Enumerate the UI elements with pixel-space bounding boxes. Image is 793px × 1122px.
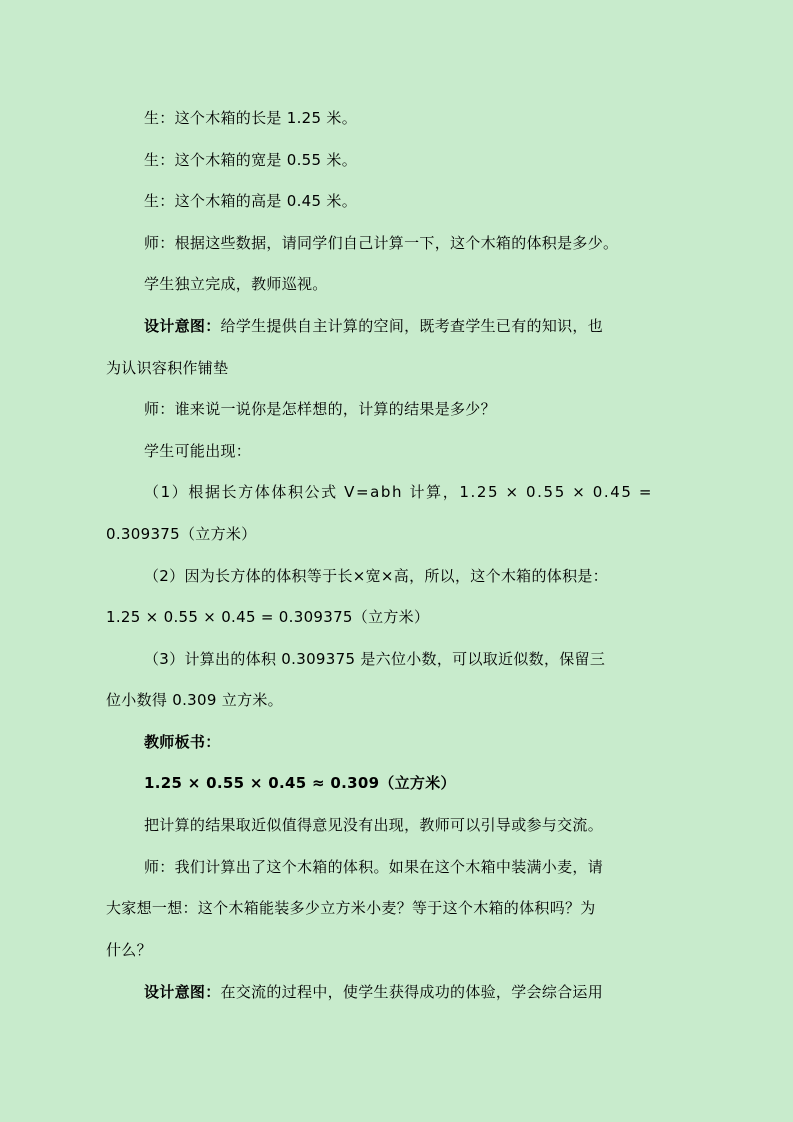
design-intent-text: 在交流的过程中，使学生获得成功的体验，学会综合运用	[220, 983, 604, 1001]
paragraph-design-intent-2	[144, 982, 696, 1002]
paragraph-teacher-question: 师：谁来说一说你是怎样想的，计算的结果是多少？	[144, 400, 496, 418]
design-intent-label: 设计意图：	[144, 983, 221, 1001]
design-intent-label: 设计意图：	[144, 317, 221, 335]
paragraph-student-width: 生：这个木箱的宽是 0.55 米。	[144, 151, 358, 169]
paragraph-method-3-cont: 位小数得 0.309 立方米。	[106, 691, 283, 709]
paragraph-design-intent-1	[144, 316, 696, 336]
paragraph-teacher-prompt: 师：根据这些数据，请同学们自己计算一下，这个木箱的体积是多少。	[144, 234, 619, 252]
paragraph-blackboard-formula: 1.25 × 0.55 × 0.45 ≈ 0.309（立方米）	[144, 774, 456, 792]
design-intent-text: 给学生提供自主计算的空间，既考查学生已有的知识，也	[220, 317, 604, 335]
paragraph-method-1: （1）根据长方体体积公式 V=abh 计算，1.25 × 0.55 × 0.45 =	[144, 483, 654, 501]
paragraph-method-3: （3）计算出的体积 0.309375 是六位小数，可以取近似数，保留三	[144, 650, 606, 668]
paragraph-approximation-note: 把计算的结果取近似值得意见没有出现，教师可以引导或参与交流。	[144, 816, 604, 834]
paragraph-student-length: 生：这个木箱的长是 1.25 米。	[144, 109, 358, 127]
paragraph-teacher-wheat: 师：我们计算出了这个木箱的体积。如果在这个木箱中装满小麦，请	[144, 858, 604, 876]
paragraph-method-2: （2）因为长方体的体积等于长×宽×高，所以，这个木箱的体积是：	[144, 567, 608, 585]
paragraph-possible-answers: 学生可能出现：	[144, 442, 252, 460]
paragraph-students-work: 学生独立完成，教师巡视。	[144, 275, 328, 293]
paragraph-blackboard-label: 教师板书：	[144, 733, 221, 751]
paragraph-teacher-wheat-end: 什么？	[106, 941, 152, 959]
paragraph-method-2-cont: 1.25 × 0.55 × 0.45 = 0.309375（立方米）	[106, 608, 430, 626]
paragraph-method-1-cont: 0.309375（立方米）	[106, 525, 257, 543]
paragraph-design-intent-1-cont: 为认识容积作铺垫	[106, 359, 229, 377]
paragraph-student-height: 生：这个木箱的高是 0.45 米。	[144, 192, 358, 210]
paragraph-teacher-wheat-cont: 大家想一想：这个木箱能装多少立方米小麦？等于这个木箱的体积吗？为	[106, 899, 596, 917]
